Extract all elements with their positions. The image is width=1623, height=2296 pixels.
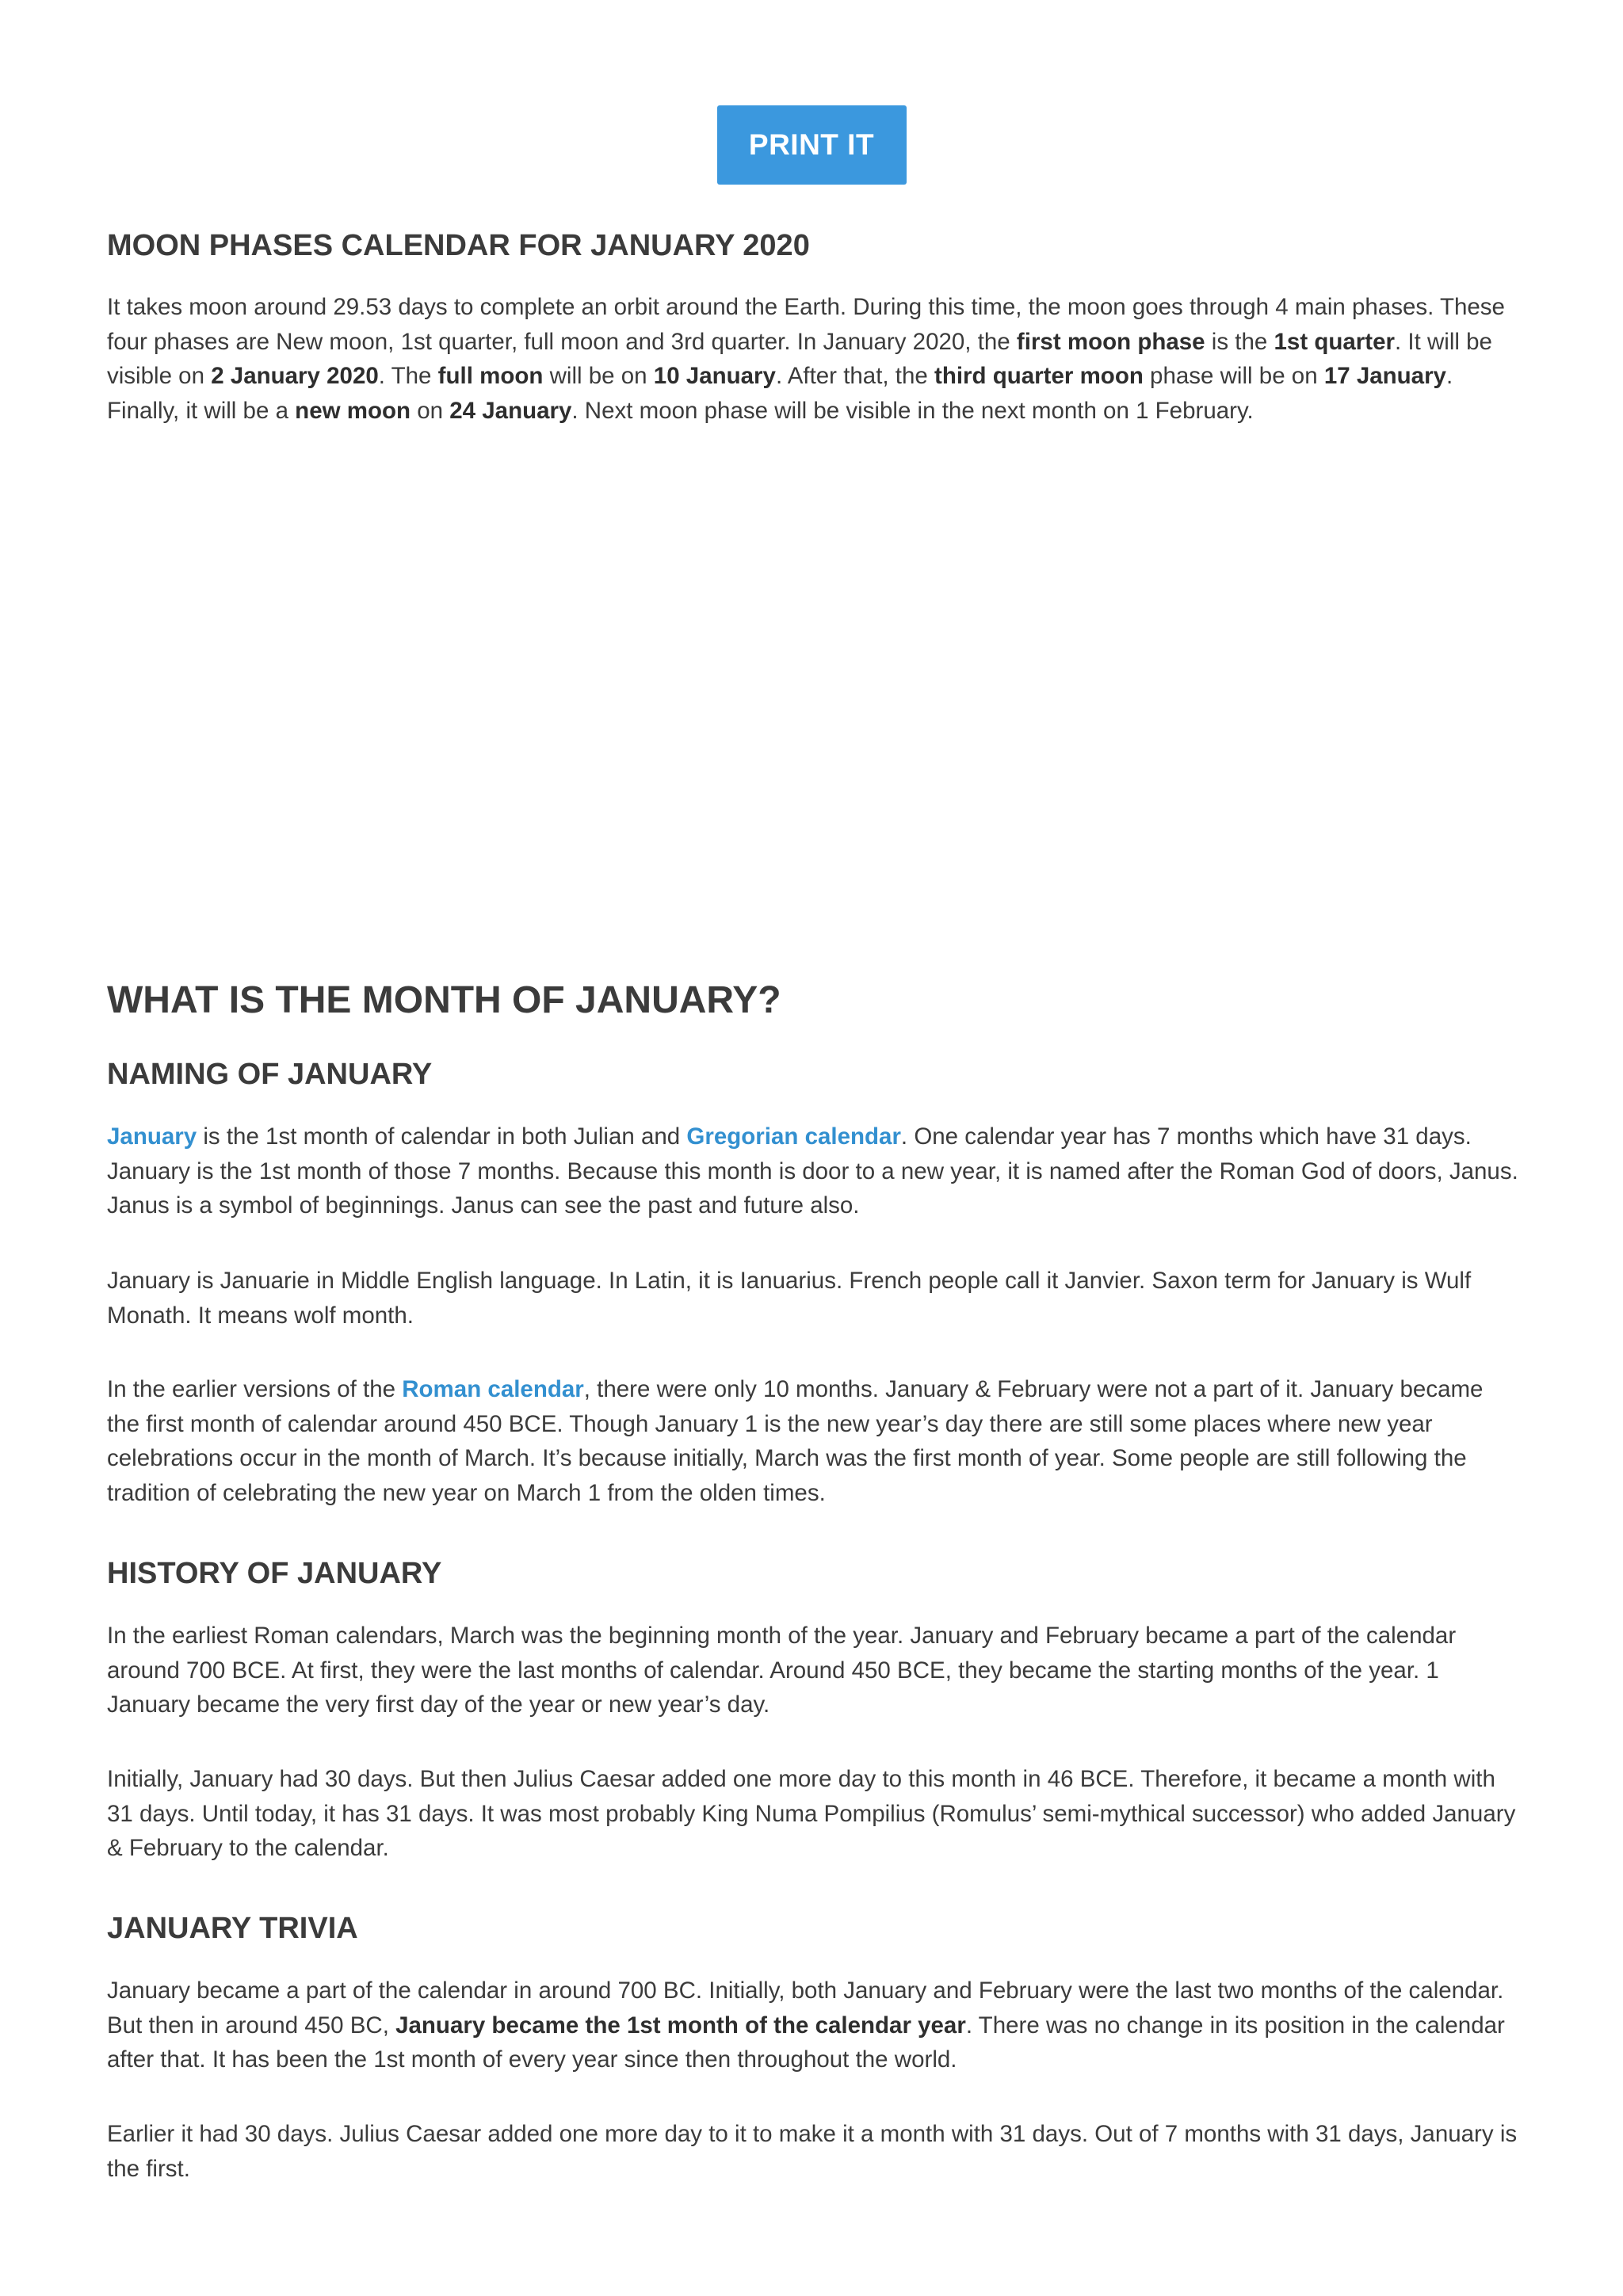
trivia-paragraph-2: Earlier it had 30 days. Julius Caesar added one more day to it to make it a month with 31 days. Out of 7 months with 31 days, January is the first.	[107, 2121, 1518, 2182]
month-heading: WHAT IS THE MONTH OF JANUARY?	[107, 979, 781, 1021]
gregorian-calendar-link[interactable]: Gregorian calendar	[686, 1123, 901, 1150]
history-heading: HISTORY OF JANUARY	[107, 1557, 442, 1590]
naming-paragraph-3: In the earlier versions of the Roman calendar, there were only 10 months. January & February were not a part of it. January became the first month of calendar around 450 BCE. Though January 1 is the new year’s day there are still some places where new year celebrations occur in the month of March. It’s because initially, March was the first month of year. Some people are still following the tradition of celebrating the new year on March 1 from the olden times.	[107, 1376, 1484, 1507]
moon-phases-heading: MOON PHASES CALENDAR FOR JANUARY 2020	[107, 229, 810, 262]
moon-phases-paragraph: It takes moon around 29.53 days to complete an orbit around the Earth. During this time, the moon goes through 4 main phases. These four phases are New moon, 1st quarter, full moon and 3rd quarter. In January 2020, the first moon phase is the 1st quarter. It will be visible on 2 January 2020. The full moon will be on 10 January. After that, the third quarter moon phase will be on 17 January. Finally, it will be a new moon on 24 January. Next moon phase will be visible in the next month on 1 February.	[107, 294, 1505, 425]
print-button[interactable]: PRINT IT	[717, 105, 907, 185]
trivia-heading: JANUARY TRIVIA	[107, 1912, 358, 1945]
trivia-paragraph-1: January became a part of the calendar in around 700 BC. Initially, both January and February were the last two months of the calendar. But then in around 450 BC, January became the 1st month of the calendar year. There was no change in its position in the calendar after that. It has been the 1st month of every year since then throughout the world.	[107, 1978, 1505, 2073]
naming-paragraph-1: January is the 1st month of calendar in both Julian and Gregorian calendar. One calendar year has 7 months which have 31 days. January is the 1st month of those 7 months. Because this month is door to a new year, it is named after the Roman God of doors, Janus. Janus is a symbol of beginnings. Janus can see the past and future also.	[107, 1123, 1518, 1219]
naming-heading: NAMING OF JANUARY	[107, 1058, 433, 1091]
history-paragraph-1: In the earliest Roman calendars, March was the beginning month of the year. January and February became a part of the calendar around 700 BCE. At first, they were the last months of calendar. Around 450 BCE, they became the starting months of the year. 1 January became the very first day of the year or new year’s day.	[107, 1623, 1457, 1718]
january-link[interactable]: January	[107, 1123, 197, 1150]
roman-calendar-link[interactable]: Roman calendar	[402, 1376, 584, 1402]
print-button-container	[0, 105, 1623, 185]
naming-paragraph-2: January is Januarie in Middle English language. In Latin, it is Ianuarius. French people call it Janvier. Saxon term for January is Wulf Monath. It means wolf month.	[107, 1268, 1472, 1329]
history-paragraph-2: Initially, January had 30 days. But then Julius Caesar added one more day to this month in 46 BCE. Therefore, it became a month with 31 days. Until today, it has 31 days. It was most probably King Numa Pompilius (Romulus’ semi-mythical successor) who added January & February to the calendar.	[107, 1766, 1516, 1862]
blank-space	[107, 444, 1518, 919]
